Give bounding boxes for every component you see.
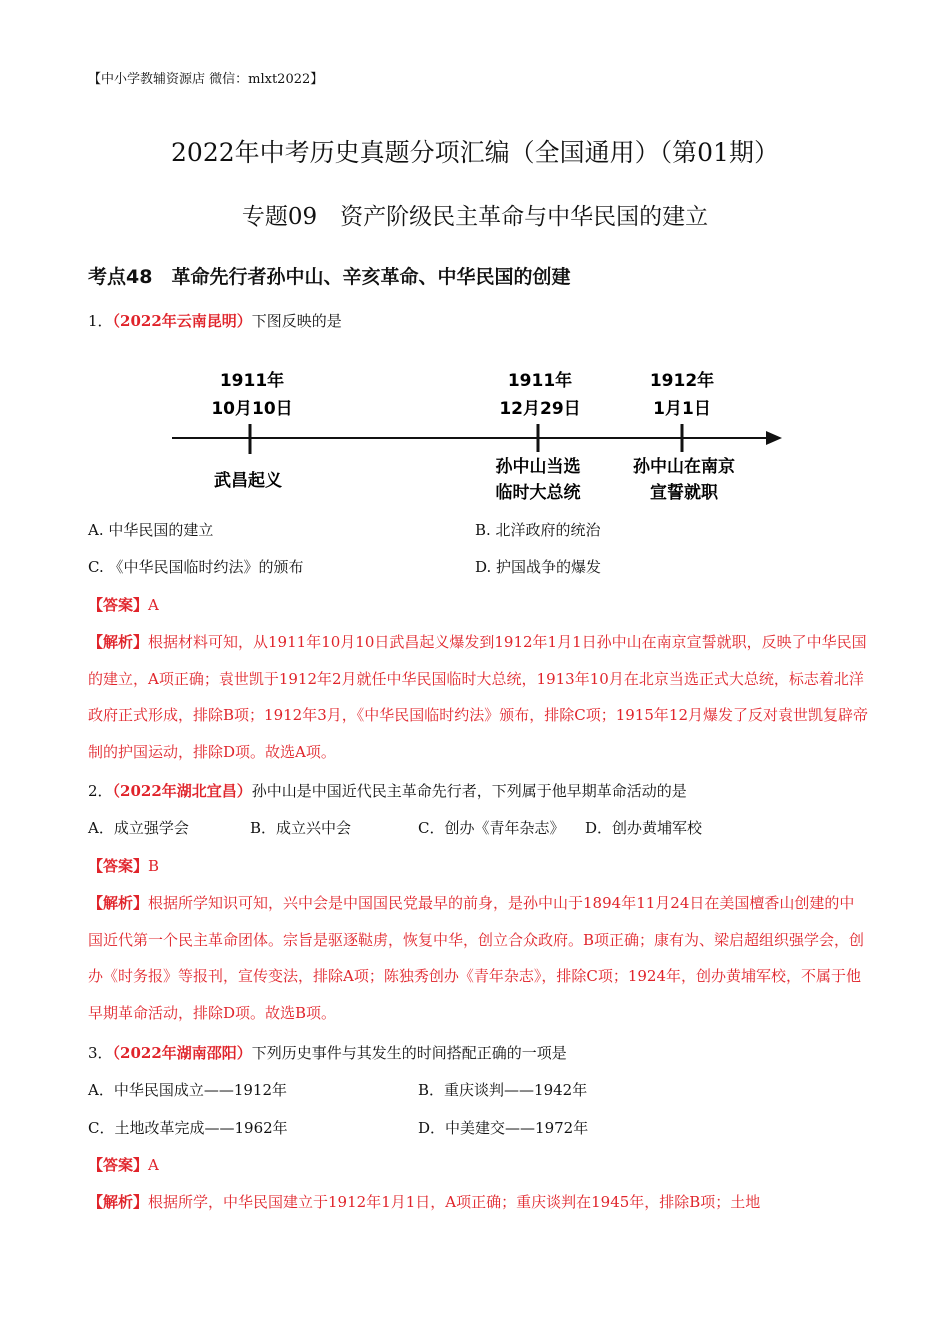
question-2-answer-value: B — [148, 857, 160, 875]
question-2-number: 2． — [88, 782, 113, 800]
question-2-analysis-tag: 【解析】 — [88, 894, 149, 912]
question-2-option-b: B．成立兴中会 — [250, 819, 352, 837]
event-3-label-line-2: 宣誓就职 — [650, 483, 718, 503]
question-3-option-a: A．中华民国成立——1912年 — [88, 1081, 288, 1099]
question-2-answer-tag: 【答案】 — [88, 857, 149, 875]
question-1-stem — [88, 311, 342, 331]
question-1-answer — [88, 595, 159, 615]
question-1-option-b: B. 北洋政府的统治 — [475, 521, 601, 539]
watermark-text: 【中小学教辅资源店 微信：mlxt2022】 — [88, 72, 324, 87]
question-1-option-a: A. 中华民国的建立 — [88, 521, 214, 539]
question-1-answer-value: A — [148, 596, 159, 614]
event-3-date: 1月1日 — [653, 399, 711, 419]
question-2-source: （2022年湖北宜昌） — [112, 782, 252, 800]
event-3-year: 1912年 — [649, 371, 715, 391]
event-2-label-line-2: 临时大总统 — [495, 483, 581, 503]
event-1-year: 1911年 — [219, 371, 285, 391]
question-3-analysis-text: 根据所学，中华民国建立于1912年1月1日，A项正确；重庆谈判在1945年，排除B项；土地 — [148, 1193, 761, 1211]
question-2-analysis — [88, 885, 868, 1031]
event-2-date: 12月29日 — [499, 399, 581, 419]
event-3-label-line-1: 孙中山在南京 — [633, 457, 735, 477]
event-1-date: 10月10日 — [211, 399, 293, 419]
question-1-number: 1． — [88, 312, 113, 330]
question-3-option-d: D．中美建交——1972年 — [418, 1119, 589, 1137]
question-2-analysis-text: 根据所学知识可知，兴中会是中国国民党最早的前身，是孙中山于1894年11月24日在美国檀香山创建的中国近代第一个民主革命团体。宗旨是驱逐鞑虏，恢复中华，创立合众政府。B项正确；康有为、梁启超组织强学会，创办《时务报》等报刊，宣传变法，排除A项；陈独秀创办《青年杂志》，排除C项；1924年，创办黄埔军校，不属于他早期革命活动，排除D项。故选B项。 — [88, 894, 865, 1022]
question-3-answer-tag: 【答案】 — [88, 1156, 149, 1174]
question-3-answer — [88, 1155, 159, 1175]
question-2-text: 孙中山是中国近代民主革命先行者，下列属于他早期革命活动的是 — [251, 782, 687, 800]
question-1-text: 下图反映的是 — [251, 312, 342, 330]
question-1-analysis-text: 根据材料可知，从1911年10月10日武昌起义爆发到1912年1月1日孙中山在南京宣誓就职，反映了中华民国的建立，A项正确；袁世凯于1912年2月就任中华民国临时大总统，1913年10月在北京当选正式大总统，标志着北洋政府正式形成，排除B项；1912年3月，《中华民国临时约法》颁布，排除C项；1915年12月爆发了反对袁世凯复辟帝制的护国运动，排除D项。故选A项。 — [88, 633, 868, 761]
question-2-answer — [88, 856, 159, 876]
question-2-option-a: A．成立强学会 — [88, 819, 189, 837]
question-3-option-c: C．土地改革完成——1962年 — [88, 1119, 288, 1137]
question-2-stem — [88, 781, 687, 801]
page-subtitle: 专题09 资产阶级民主革命与中华民国的建立 — [241, 204, 709, 230]
question-3-answer-value: A — [148, 1156, 159, 1174]
question-3-number: 3． — [88, 1044, 113, 1062]
timeline-figure — [160, 360, 800, 510]
event-1-label: 武昌起义 — [214, 471, 282, 491]
question-1-option-d: D. 护国战争的爆发 — [475, 558, 602, 576]
question-1-answer-tag: 【答案】 — [88, 596, 149, 614]
question-3-text: 下列历史事件与其发生的时间搭配正确的一项是 — [251, 1044, 567, 1062]
question-1-source: （2022年云南昆明） — [112, 312, 252, 330]
question-3-analysis-tag: 【解析】 — [88, 1193, 149, 1211]
event-2-label-line-1: 孙中山当选 — [495, 457, 581, 477]
question-1-option-c: C. 《中华民国临时约法》的颁布 — [88, 558, 304, 576]
question-3-analysis — [88, 1184, 868, 1221]
event-2-year: 1911年 — [507, 371, 573, 391]
question-1-analysis-tag: 【解析】 — [88, 633, 149, 651]
question-3-option-b: B．重庆谈判——1942年 — [418, 1081, 588, 1099]
question-3-source: （2022年湖南邵阳） — [112, 1044, 252, 1062]
question-2-option-c: C．创办《青年杂志》 — [418, 819, 565, 837]
page-title: 2022年中考历史真题分项汇编（全国通用）（第01期） — [171, 138, 779, 167]
question-3-stem — [88, 1043, 567, 1063]
question-2-option-d: D．创办黄埔军校 — [585, 819, 703, 837]
timeline-arrow-icon — [766, 431, 782, 445]
section-heading: 考点48 革命先行者孙中山、辛亥革命、中华民国的创建 — [88, 266, 571, 288]
question-1-analysis — [88, 624, 868, 770]
